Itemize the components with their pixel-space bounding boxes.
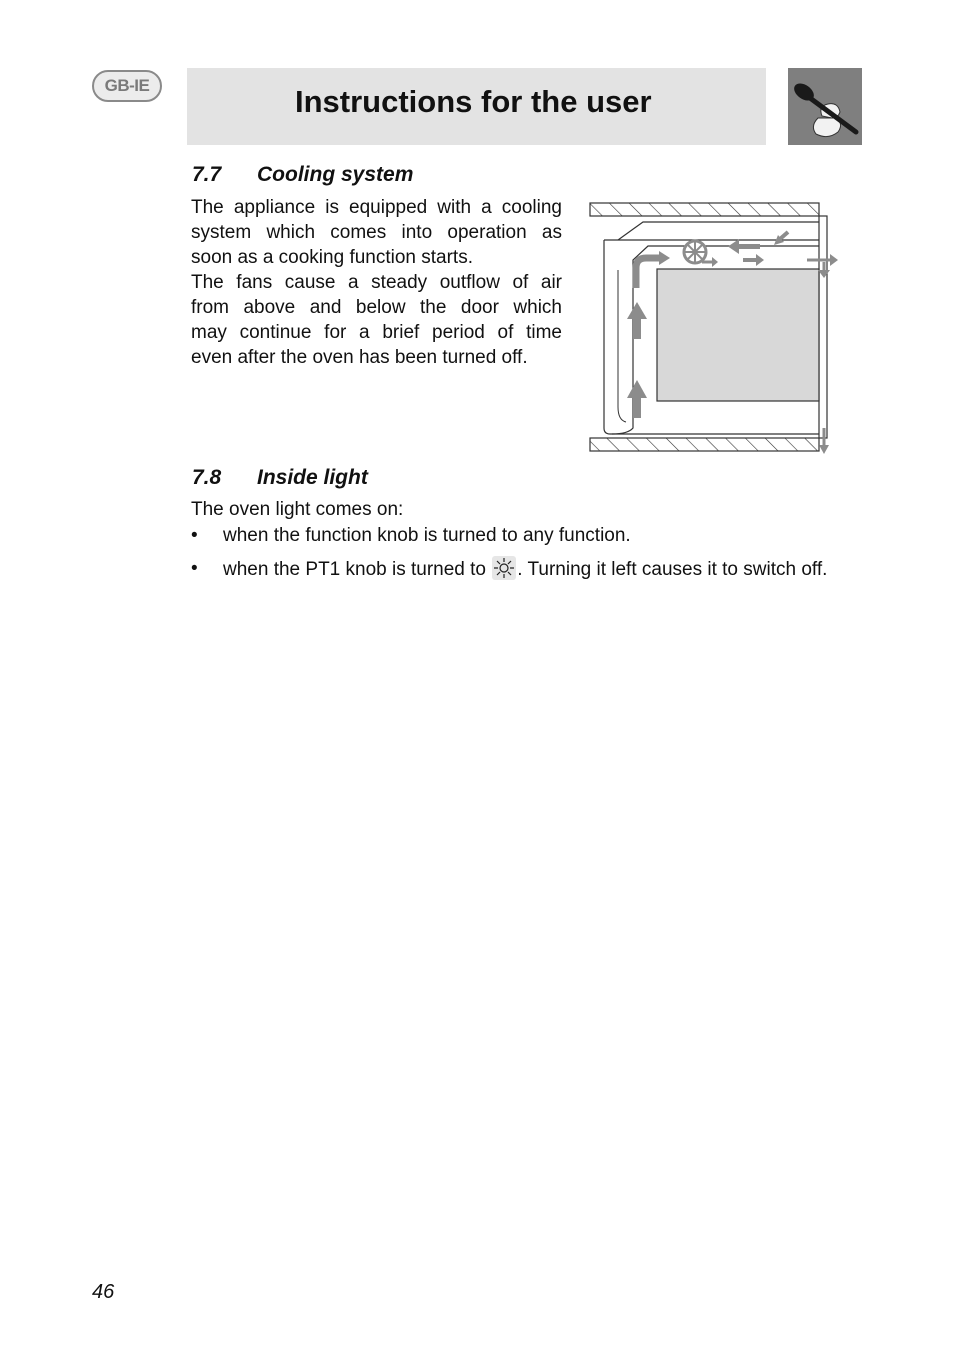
text-line: The appliance is equipped with a cooling [191,197,562,218]
text-line: system which comes into operation as [191,222,562,243]
light-bullet-list [191,523,858,582]
text-line: soon as a cooking function starts. [191,247,473,268]
section-heading-light [192,466,368,490]
bullet-text: when the PT1 knob is turned to [223,559,486,580]
page-number: 46 [92,1281,115,1303]
section-number: 7.7 [192,163,222,186]
bullet-text: . Turning it left causes it to switch off. [517,559,828,580]
text-line: even after the oven has been turned off. [191,347,528,368]
section-number: 7.8 [192,466,222,489]
list-item [191,556,858,582]
language-badge: GB-IE [92,70,162,102]
section-title: Cooling system [257,163,414,186]
section-heading-cooling [192,163,413,187]
list-item [191,523,858,548]
cooling-paragraph-2 [191,270,562,370]
light-intro: The oven light comes on: [191,499,404,520]
cooling-paragraph-1 [191,195,562,270]
oven-airflow-diagram [588,202,840,456]
bullet-text: when the function knob is turned to any function. [223,525,631,546]
light-bulb-icon [492,556,516,580]
text-line: The fans cause a steady outflow of air [191,272,562,293]
bullet-symbol: • [191,558,198,579]
text-line: may continue for a brief period of time [191,322,562,343]
page-title: Instructions for the user [295,84,652,119]
chef-spoon-icon [788,68,862,145]
section-title: Inside light [257,466,368,489]
text-line: from above and below the door which [191,297,562,318]
bullet-symbol: • [191,525,198,546]
cooling-paragraph [191,195,562,370]
